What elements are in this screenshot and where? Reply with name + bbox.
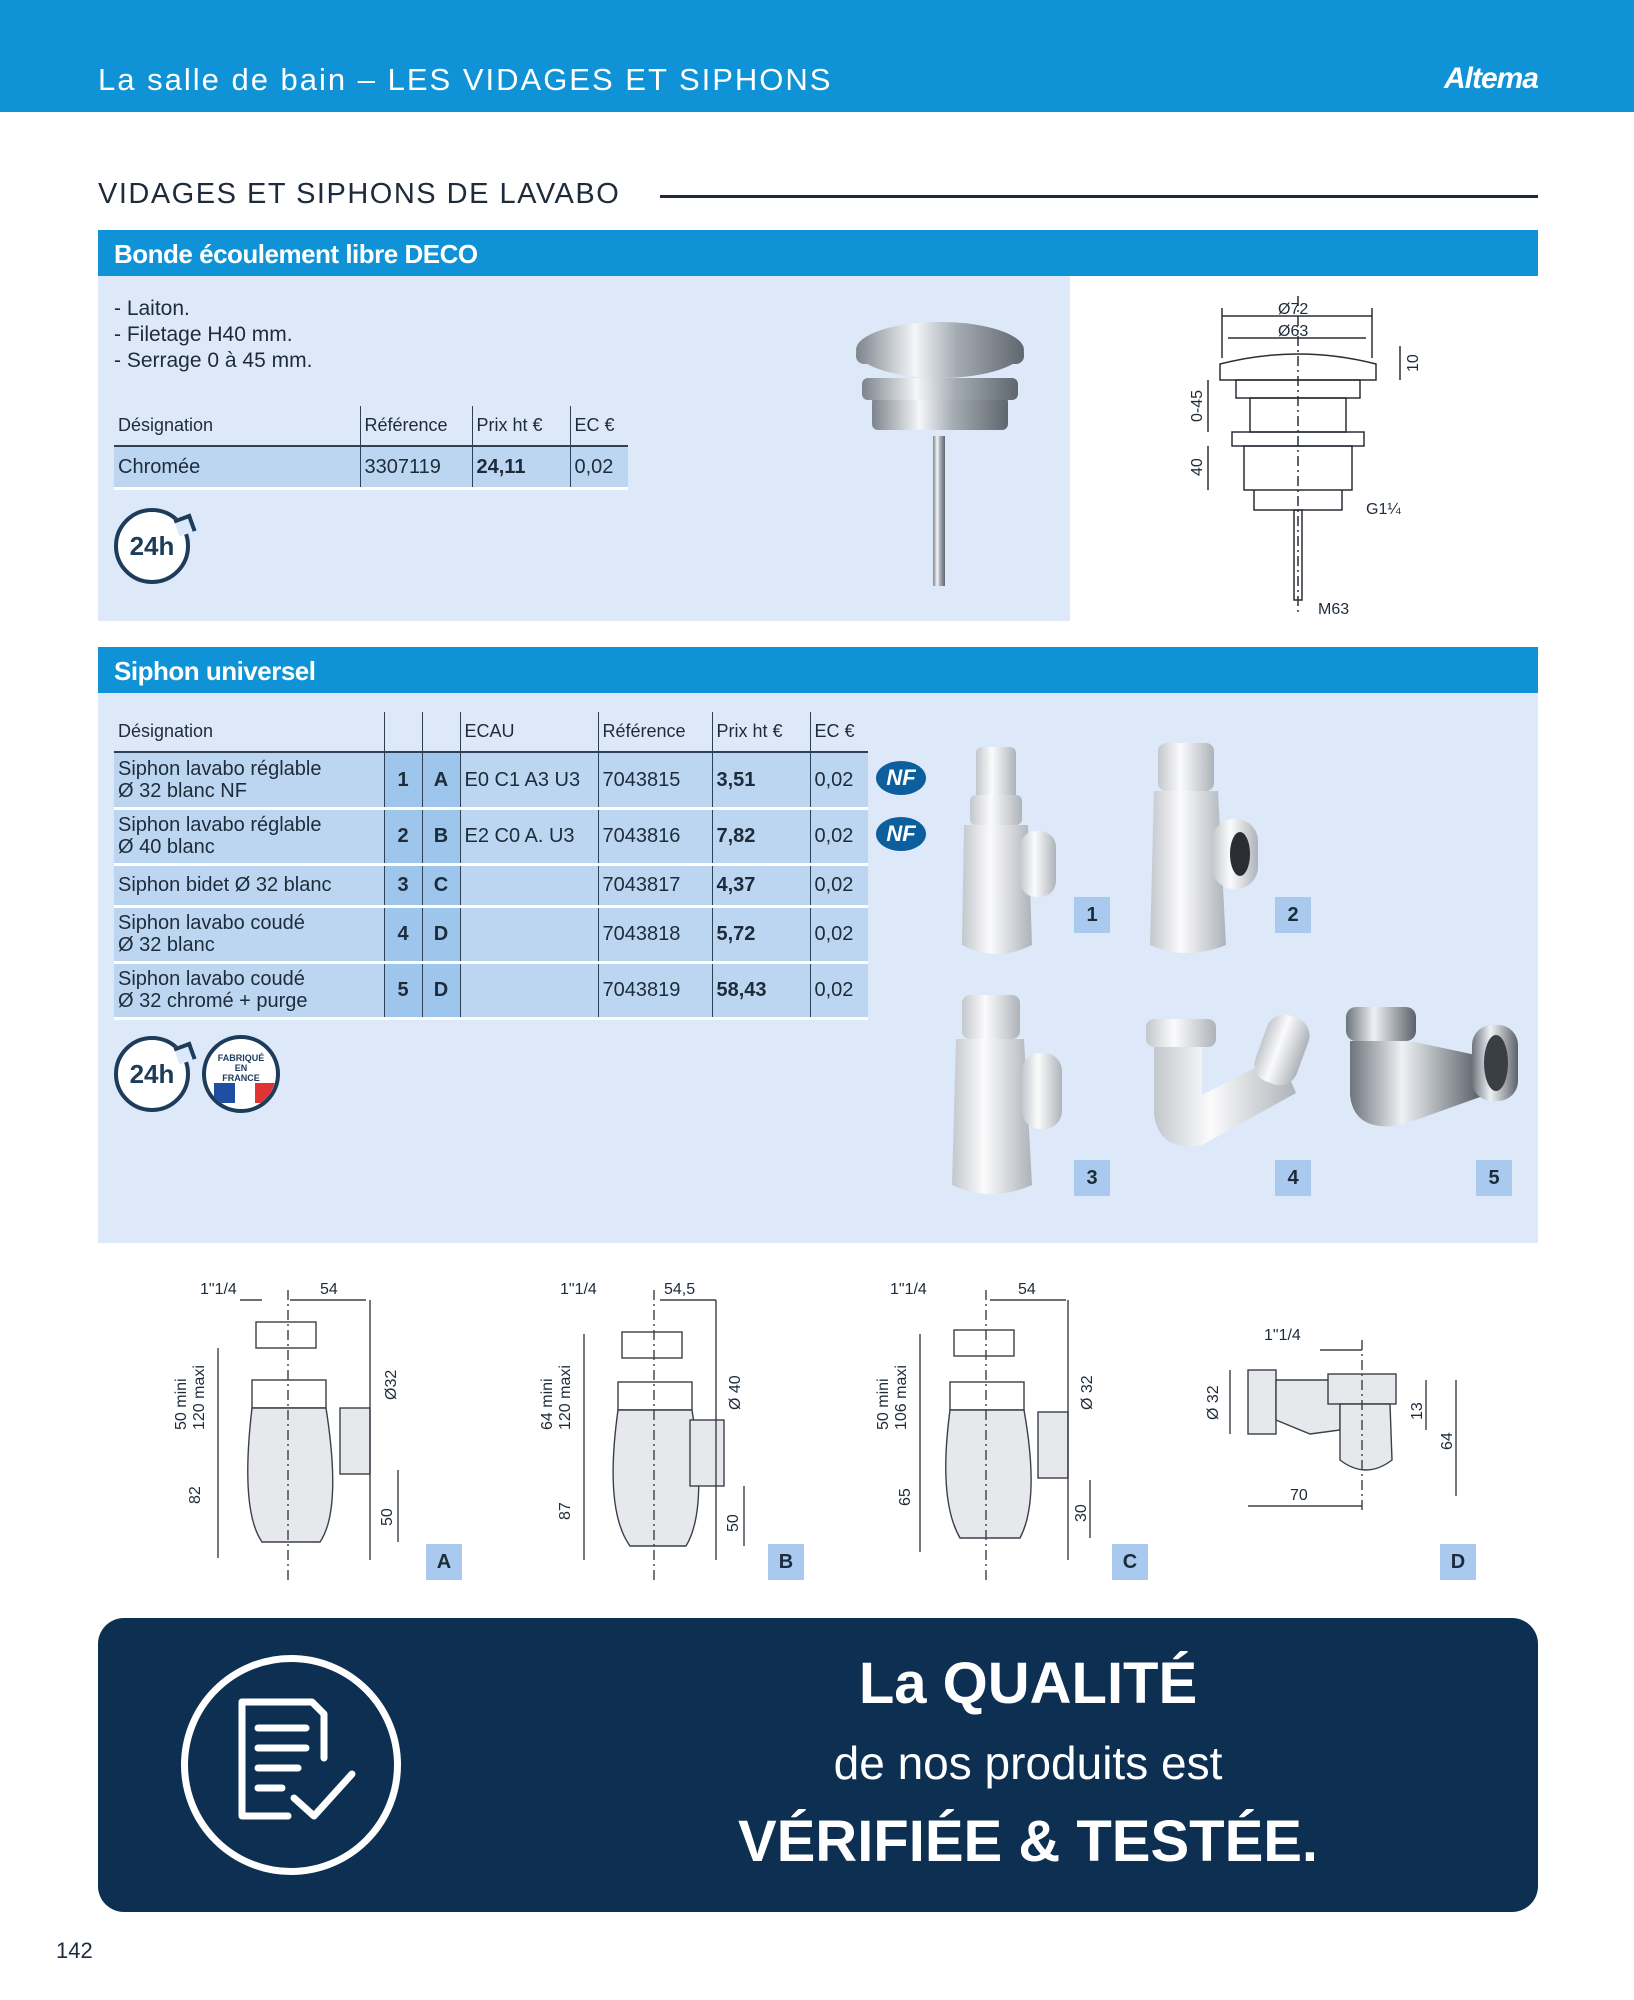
drawing-a bbox=[170, 1270, 430, 1590]
dim-range-2: 120 maxi bbox=[557, 1365, 574, 1430]
drawing-tag-d: D bbox=[1440, 1544, 1476, 1580]
cell-ecau: E2 C0 A. U3 bbox=[460, 808, 598, 864]
col-header bbox=[384, 712, 422, 752]
col-header: Référence bbox=[598, 712, 712, 752]
cell-ec: 0,02 bbox=[810, 962, 868, 1018]
cell-reference: 7043818 bbox=[598, 906, 712, 962]
dim-right: 50 bbox=[725, 1514, 742, 1532]
siphon-product-photos bbox=[940, 735, 1520, 1205]
siphon-title-bar: Siphon universel bbox=[98, 647, 1538, 693]
table-row bbox=[114, 962, 868, 1018]
checklist-icon bbox=[228, 1698, 358, 1838]
siphon-photo-1 bbox=[962, 747, 1056, 954]
nf-certification-badge: NF bbox=[876, 761, 926, 795]
col-header: ECAU bbox=[460, 712, 598, 752]
section-divider bbox=[660, 195, 1538, 198]
col-header: Référence bbox=[360, 406, 472, 446]
col-header: EC € bbox=[570, 406, 628, 446]
cell-designation: Chromée bbox=[114, 446, 360, 488]
cell-price: 3,51 bbox=[712, 752, 810, 808]
cell-reference: 7043816 bbox=[598, 808, 712, 864]
made-in-france-badge bbox=[202, 1035, 280, 1113]
feature-item: - Serrage 0 à 45 mm. bbox=[114, 349, 313, 372]
nf-certification-badge: NF bbox=[876, 817, 926, 851]
dim-m63: M63 bbox=[1318, 601, 1350, 618]
dim-top: 1"1/4 bbox=[560, 1281, 597, 1298]
badge-label: 24h bbox=[129, 1058, 175, 1089]
photo-tag-3: 3 bbox=[1074, 1160, 1110, 1196]
dim-h1: 13 bbox=[1409, 1402, 1426, 1420]
cell-reference: 3307119 bbox=[360, 446, 472, 488]
drawing-d bbox=[1190, 1320, 1490, 1560]
dim-top: 1"1/4 bbox=[890, 1281, 927, 1298]
photo-tag-1: 1 bbox=[1074, 897, 1110, 933]
fr-badge-text: FABRIQUÉ EN FRANCE bbox=[217, 1053, 265, 1083]
bonde-technical-drawing bbox=[1180, 296, 1430, 626]
photo-tag-4: 4 bbox=[1275, 1160, 1311, 1196]
dim-d63: Ø63 bbox=[1278, 323, 1309, 340]
delivery-24h-badge bbox=[114, 508, 190, 584]
cell-num: 1 bbox=[384, 752, 422, 808]
dim-diam: Ø 32 bbox=[1205, 1385, 1222, 1420]
cell-reference: 7043817 bbox=[598, 864, 712, 906]
banner-line-3: VÉRIFIÉE & TESTÉE. bbox=[737, 1809, 1319, 1874]
dim-range-1: 64 mini bbox=[539, 1378, 556, 1430]
siphon-photo-4 bbox=[1146, 1010, 1315, 1147]
feature-item: - Filetage H40 mm. bbox=[114, 323, 293, 346]
cell-letter: C bbox=[422, 864, 460, 906]
delivery-24h-badge bbox=[114, 1036, 190, 1112]
col-header: Désignation bbox=[114, 406, 360, 446]
table-row bbox=[114, 808, 868, 864]
dim-range-1: 50 mini bbox=[173, 1378, 190, 1430]
siphon-photo-5 bbox=[1346, 1007, 1518, 1126]
cell-letter: B bbox=[422, 808, 460, 864]
dim-diam: Ø 32 bbox=[1079, 1375, 1096, 1410]
banner-line-2: de nos produits est bbox=[833, 1737, 1223, 1789]
cell-ecau bbox=[460, 962, 598, 1018]
table-row bbox=[114, 752, 868, 808]
page-number: 142 bbox=[56, 1938, 93, 1963]
cell-ec: 0,02 bbox=[810, 752, 868, 808]
table-row bbox=[114, 864, 868, 906]
dim-low: 65 bbox=[897, 1488, 914, 1506]
dim-thread: G1¼ bbox=[1366, 501, 1401, 518]
cell-reference: 7043815 bbox=[598, 752, 712, 808]
page-header bbox=[0, 0, 1634, 112]
french-flag-icon bbox=[214, 1083, 276, 1103]
bonde-features bbox=[114, 296, 312, 374]
dim-low: 87 bbox=[557, 1502, 574, 1520]
header-title: La salle de bain – LES VIDAGES ET SIPHONS bbox=[98, 62, 833, 97]
dim-side: 54 bbox=[1018, 1281, 1036, 1298]
brand-logo: Altema bbox=[1443, 62, 1538, 95]
cell-letter: D bbox=[422, 962, 460, 1018]
cell-price: 58,43 bbox=[712, 962, 810, 1018]
drawing-c bbox=[870, 1270, 1130, 1590]
cell-num: 4 bbox=[384, 906, 422, 962]
dim-range-1: 50 mini bbox=[875, 1378, 892, 1430]
dim-diam: Ø32 bbox=[383, 1369, 400, 1400]
feature-item: - Laiton. bbox=[114, 297, 190, 320]
col-header: Prix ht € bbox=[712, 712, 810, 752]
cell-num: 5 bbox=[384, 962, 422, 1018]
cell-designation: Siphon lavabo coudé Ø 32 chromé + purge bbox=[114, 962, 384, 1018]
dim-h40: 40 bbox=[1189, 458, 1206, 476]
cell-designation: Siphon bidet Ø 32 blanc bbox=[114, 864, 384, 906]
cell-designation: Siphon lavabo réglable Ø 32 blanc NF bbox=[114, 752, 384, 808]
dim-w: 70 bbox=[1290, 1487, 1308, 1504]
siphon-photo-2 bbox=[1150, 743, 1258, 953]
dim-d72: Ø72 bbox=[1278, 301, 1309, 318]
cell-ec: 0,02 bbox=[570, 446, 628, 488]
badge-label: 24h bbox=[129, 530, 175, 561]
cell-price: 7,82 bbox=[712, 808, 810, 864]
cell-price: 24,11 bbox=[472, 446, 570, 488]
col-header: Désignation bbox=[114, 712, 384, 752]
dim-side: 54 bbox=[320, 1281, 338, 1298]
cell-ecau bbox=[460, 864, 598, 906]
col-header: Prix ht € bbox=[472, 406, 570, 446]
dim-h10: 10 bbox=[1405, 354, 1422, 372]
col-header: EC € bbox=[810, 712, 868, 752]
cell-letter: A bbox=[422, 752, 460, 808]
dim-low: 82 bbox=[187, 1486, 204, 1504]
dim-top: 1"1/4 bbox=[200, 1281, 237, 1298]
cell-designation: Siphon lavabo réglable Ø 40 blanc bbox=[114, 808, 384, 864]
section-title: VIDAGES ET SIPHONS DE LAVABO bbox=[98, 178, 621, 210]
cell-num: 2 bbox=[384, 808, 422, 864]
cell-ec: 0,02 bbox=[810, 808, 868, 864]
cell-ec: 0,02 bbox=[810, 864, 868, 906]
siphon-table bbox=[114, 712, 868, 1020]
cell-price: 4,37 bbox=[712, 864, 810, 906]
quality-banner bbox=[98, 1618, 1538, 1912]
cell-reference: 7043819 bbox=[598, 962, 712, 1018]
cell-price: 5,72 bbox=[712, 906, 810, 962]
bonde-title-bar: Bonde écoulement libre DECO bbox=[98, 230, 1538, 276]
table-row bbox=[114, 446, 628, 488]
cell-ec: 0,02 bbox=[810, 906, 868, 962]
drawing-tag-b: B bbox=[768, 1544, 804, 1580]
banner-line-1: La QUALITÉ bbox=[858, 1651, 1198, 1716]
cell-ecau: E0 C1 A3 U3 bbox=[460, 752, 598, 808]
bonde-product-image bbox=[840, 316, 1040, 586]
table-row bbox=[114, 906, 868, 962]
dim-h2: 64 bbox=[1439, 1432, 1456, 1450]
cell-designation: Siphon lavabo coudé Ø 32 blanc bbox=[114, 906, 384, 962]
drawing-tag-c: C bbox=[1112, 1544, 1148, 1580]
photo-tag-5: 5 bbox=[1476, 1160, 1512, 1196]
dim-diam: Ø 40 bbox=[727, 1375, 744, 1410]
drawing-b bbox=[540, 1270, 800, 1590]
dim-range-2: 106 maxi bbox=[893, 1365, 910, 1430]
cell-ecau bbox=[460, 906, 598, 962]
dim-right: 30 bbox=[1073, 1504, 1090, 1522]
col-header bbox=[422, 712, 460, 752]
cell-letter: D bbox=[422, 906, 460, 962]
dim-right: 50 bbox=[379, 1508, 396, 1526]
bonde-table bbox=[114, 406, 628, 490]
dim-top: 1"1/4 bbox=[1264, 1327, 1301, 1344]
photo-tag-2: 2 bbox=[1275, 897, 1311, 933]
checklist-circle bbox=[181, 1655, 401, 1875]
dim-h045: 0-45 bbox=[1189, 389, 1206, 422]
drawing-tag-a: A bbox=[426, 1544, 462, 1580]
siphon-photo-3 bbox=[952, 995, 1062, 1194]
dim-range-2: 120 maxi bbox=[191, 1365, 208, 1430]
cell-num: 3 bbox=[384, 864, 422, 906]
dim-side: 54,5 bbox=[664, 1281, 696, 1298]
